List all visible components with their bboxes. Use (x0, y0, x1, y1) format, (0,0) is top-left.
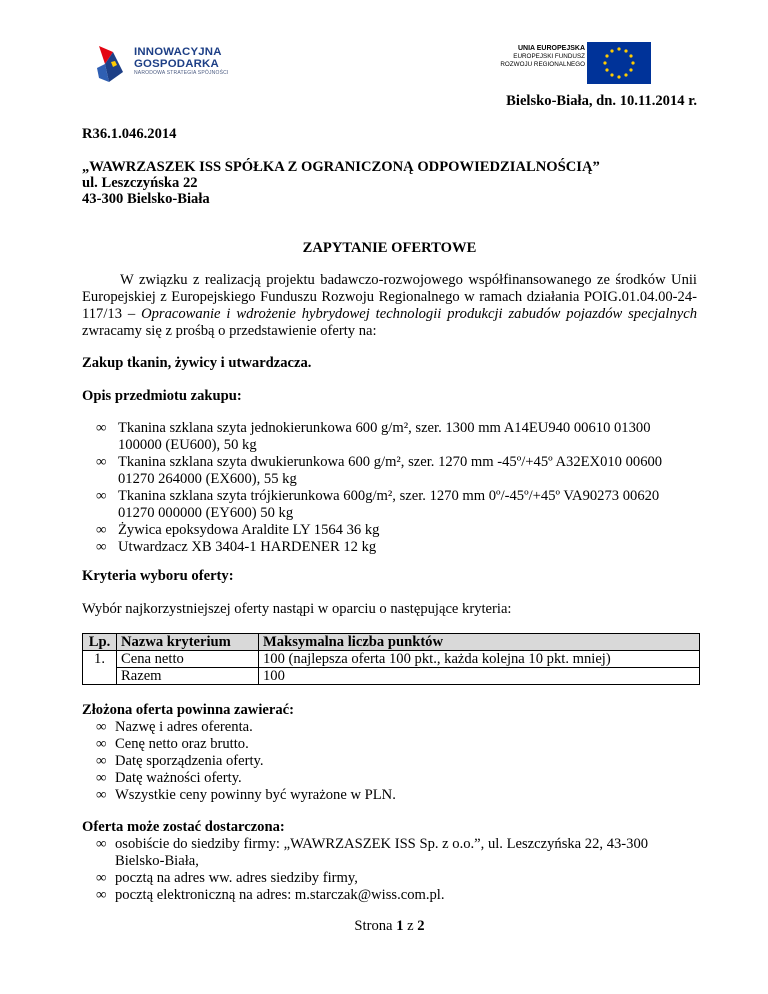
list-item: ∞ Żywica epoksydowa Araldite LY 1564 36 kg (96, 522, 380, 538)
table-cell: Razem (117, 668, 259, 685)
description-list (82, 420, 697, 556)
bullet-icon: ∞ (96, 870, 107, 886)
innowacyjna-gospodarka-logo (82, 36, 257, 94)
intro-text-end: zwracamy się z prośbą o przedstawienie oferty na: (82, 323, 377, 339)
logo-line-2: GOSPODARKA (134, 58, 219, 70)
table-row (83, 651, 700, 668)
eu-logo (485, 42, 653, 84)
bullet-icon: ∞ (96, 420, 107, 436)
bullet-icon: ∞ (96, 887, 107, 903)
project-title: Opracowanie i wdrożenie hybrydowej technologii produkcji zabudów pojazdów specjalnych (141, 306, 697, 322)
list-item: ∞ Datę sporządzenia oferty. (96, 753, 264, 769)
description-heading: Opis przedmiotu zakupu: (82, 388, 242, 404)
list-item: ∞ osobiście do siedziby firmy: „WAWRZASZEK ISS Sp. z o.o.”, ul. Leszczyńska 22, 43-300 Bielsko-Biała, (96, 836, 649, 869)
purchase-subject: Zakup tkanin, żywicy i utwardzacza. (82, 355, 312, 371)
bullet-icon: ∞ (96, 539, 107, 555)
list-item: ∞ Nazwę i adres oferenta. (96, 719, 253, 735)
list-item: ∞ Tkanina szklana szyta jednokierunkowa 600 g/m², szer. 1300 mm A14EU940 00610 01300 100000 (EU600), 50 kg (96, 420, 651, 453)
table-cell: 100 (259, 668, 700, 685)
eu-line-1: UNIA EUROPEJSKA (517, 45, 585, 52)
table-cell: Cena netto (117, 651, 259, 668)
recipient-street: ul. Leszczyńska 22 (82, 175, 198, 191)
recipient-city: 43-300 Bielsko-Biała (82, 191, 210, 207)
criteria-table (82, 633, 700, 685)
list-item: ∞ Tkanina szklana szyta trójkierunkowa 600g/m², szer. 1270 mm 0º/-45º/+45º VA90273 00620 01270 000000 (EY600) 50 kg (96, 488, 660, 521)
table-header-cell: Maksymalna liczba punktów (259, 634, 700, 651)
criteria-intro: Wybór najkorzystniejszej oferty nastąpi w oparciu o następujące kryteria: (82, 601, 512, 617)
total-pages: 2 (417, 918, 425, 934)
reference-number: R36.1.046.2014 (82, 126, 177, 142)
offer-content-heading: Złożona oferta powinna zawierać: (82, 702, 294, 718)
delivery-heading: Oferta może zostać dostarczona: (82, 819, 285, 835)
table-cell (83, 668, 117, 685)
bullet-icon: ∞ (96, 522, 107, 538)
intro-text: W związku z realizacją projektu badawczo-rozwojowego współfinansowanego ze środków Unii Europejskiej z Europejskiego Funduszu Rozwoju Regionalnego w ramach działania POIG.01.04.00-24-117/13 – (82, 272, 697, 322)
footer-prefix: Strona (354, 918, 393, 934)
table-cell: 100 (najlepsza oferta 100 pkt., każda kolejna 10 pkt. mniej) (259, 651, 700, 668)
list-item: ∞ Wszystkie ceny powinny być wyrażone w PLN. (96, 787, 396, 803)
list-item: ∞ pocztą na adres ww. adres siedziby firmy, (96, 870, 358, 886)
bullet-icon: ∞ (96, 836, 107, 852)
bullet-icon: ∞ (96, 770, 107, 786)
eu-flag-icon (587, 42, 651, 84)
offer-content-list (96, 719, 696, 804)
place-date: Bielsko-Biała, dn. 10.11.2014 r. (506, 93, 697, 109)
list-item: ∞ Datę ważności oferty. (96, 770, 242, 786)
document-title: ZAPYTANIE OFERTOWE (302, 240, 477, 256)
current-page: 1 (396, 918, 404, 934)
table-cell: 1. (83, 651, 117, 668)
bullet-icon: ∞ (96, 787, 107, 803)
eu-line-2: EUROPEJSKI FUNDUSZ (513, 53, 585, 60)
bullet-icon: ∞ (96, 488, 107, 504)
recipient-name: „WAWRZASZEK ISS SPÓŁKA Z OGRANICZONĄ ODPOWIEDZIALNOŚCIĄ” (82, 159, 600, 175)
criteria-heading: Kryteria wyboru oferty: (82, 568, 234, 584)
table-header-row (83, 634, 700, 651)
table-header-cell: Lp. (83, 634, 117, 651)
bullet-icon: ∞ (96, 719, 107, 735)
list-item: ∞ Tkanina szklana szyta dwukierunkowa 600 g/m², szer. 1270 mm -45º/+45º A32EX010 00600 01270 264000 (EX600), 55 kg (96, 454, 663, 487)
bullet-icon: ∞ (96, 753, 107, 769)
ig-flag-icon (95, 42, 127, 86)
page-footer (82, 918, 697, 935)
table-row (83, 668, 700, 685)
list-item: ∞ Cenę netto oraz brutto. (96, 736, 249, 752)
logo-line-1: INNOWACYJNA (134, 46, 222, 58)
bullet-icon: ∞ (96, 736, 107, 752)
list-item: ∞ pocztą elektroniczną na adres: m.starczak@wiss.com.pl. (96, 887, 445, 903)
delivery-list (96, 836, 696, 904)
eu-line-3: ROZWOJU REGIONALNEGO (500, 61, 585, 68)
bullet-icon: ∞ (96, 454, 107, 470)
table-header-cell: Nazwa kryterium (117, 634, 259, 651)
logo-line-3: NARODOWA STRATEGIA SPÓJNOŚCI (134, 70, 229, 76)
list-item: ∞ Utwardzacz XB 3404-1 HARDENER 12 kg (96, 539, 377, 555)
intro-paragraph (82, 272, 697, 340)
footer-separator: z (407, 918, 414, 934)
